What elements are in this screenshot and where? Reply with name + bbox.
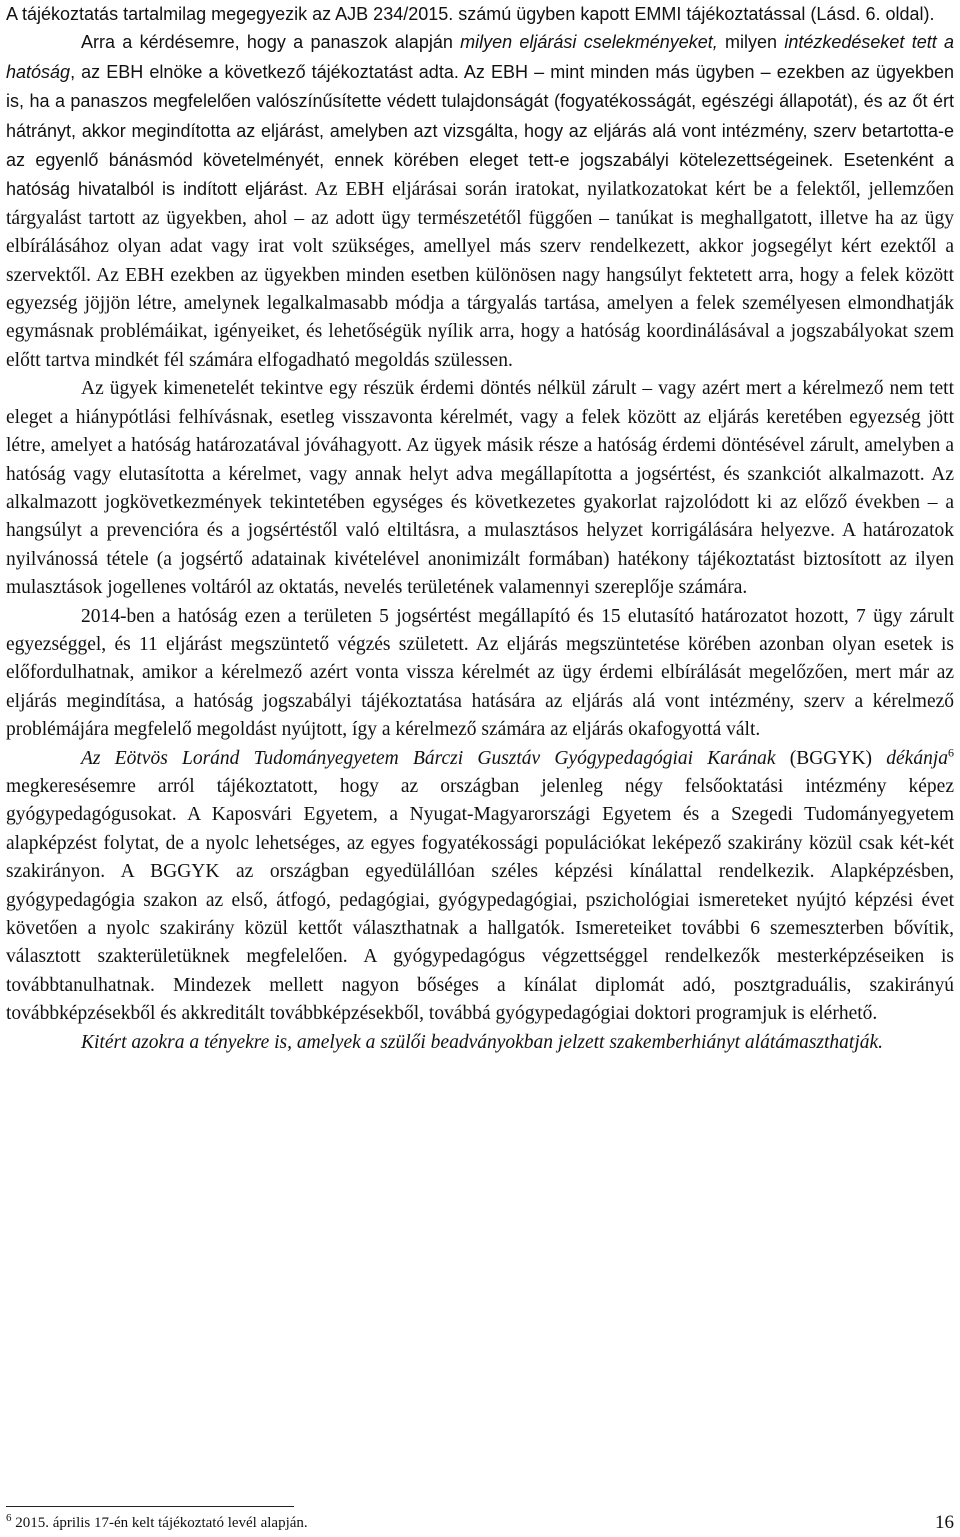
paragraph-bggyk xyxy=(6,745,954,1029)
dean-title: dékánja xyxy=(886,747,948,769)
intro-text: A tájékoztatás tartalmilag megegyezik az AJB 234/2015. számú ügyben kapott EMMI tájékoztatással (Lásd. 6. oldal). xyxy=(6,4,935,24)
bggyk-text: megkeresésemre arról tájékoztatott, hogy az országban jelenleg négy felsőoktatási intézmény képez gyógypedagógusokat. A Kaposvári Egyetem, a Nyugat-Magyarországi Egyetem és a Szegedi Tudományegyetem alapképzést folytat, de a nyolc lehetséges, az egyes fogyatékossági populációkat leképező szakirány közül csak két-két szakirányon. A BGGYK az országban egyedülállóan széles képzési kínálattal rendelkezik. Alapképzésben, gyógypedagógia szakon az első, átfogó, pedagógiai, gyógypedagógiai, pszichológiai ismereteket nyújtó képzési évet követően a nyolc szakirány közül kettőt választhatnak a hallgatók. Ismereteiket további 6 szemeszterben bővítik, választott szakterületüknek megfelelően. A gyógypedagógus végzettséggel rendelkezők mesterképzéseiken is továbbtanulhatnak. Mindezek mellett nagyon bőséges a kínálat diplomát adó, posztgraduális, szakirányú továbbképzésekből és akkreditált továbbképzésekből, továbbá gyógypedagógiai doktori programjuk is elérhető. xyxy=(6,775,954,1025)
footnote-number: 6 xyxy=(6,1512,12,1524)
footnote-reference[interactable]: 6 xyxy=(948,745,954,760)
footnote-divider xyxy=(6,1506,294,1507)
shortage-text: Kitért azokra a tényekre is, amelyek a szülői beadványokban jelzett szakemberhiányt alátámaszthatják. xyxy=(81,1031,884,1053)
question-text-3: , az EBH elnöke a következő tájékoztatást adta. xyxy=(70,61,459,82)
ebh-process-text: Az EBH eljárásai során iratokat, nyilatkozatokat kért be a felektől, jellemzően tárgyalást tartott az ügyekben, ahol – az adott ügy természetétől függően – tanúkat is meghallgatott, illetve ha az ügy elbírálásához olyan adat vagy irat volt szükséges, amellyel más szerv rendelkezett, akkor jogsegélyt kért ezektől a szervektől. Az EBH ezekben az ügyekben minden esetben különösen nagy hangsúlyt fektetett arra, hogy a felek között egyezség jöjjön létre, amelynek legalkalmasabb módja a tárgyalás tartása, amelyen a felek személyesen elmondhatják egymásnak problémáikat, igényeiket, és lehetőségük nyílik arra, hogy a hatóság koordinálásával a jogszabályokat szem előtt tartva mindkét fél számára elfogadható megoldás szülessen. xyxy=(6,179,954,371)
question-emphasis-1: milyen eljárási cselekményeket, xyxy=(460,32,718,53)
document-page xyxy=(6,0,954,1057)
bggyk-institution-name: Az Eötvös Loránd Tudományegyetem Bárczi Gusztáv Gyógypedagógiai Karának xyxy=(81,747,776,769)
ebh-procedure-text: Az EBH – mint minden más ügyben – ezekben az ügyekben is, ha a panaszos megfelelően valószínűsítette védett tulajdonságát (fogyatékosságát, egészégi állapotát), és az őt ért hátrányt, akkor megindította az eljárást, amelyben azt vizsgálta, hogy az eljárás alá vont intézmény, szerv betartotta-e az egyenlő bánásmód követelményét, ennek körében eleget tett-e jogszabályi kötelezettségeinek. Esetenként a hatóság hivatalból is indított eljárást. xyxy=(6,61,954,200)
question-text-2: milyen xyxy=(717,32,785,53)
stats-text: 2014-ben a hatóság ezen a területen 5 jogsértést megállapító és 15 elutasító határozatot hozott, 7 ügy zárult egyezséggel, és 11 eljárást megszüntető végzés született. Az eljárás megszüntetése körében azonban olyan esetek is előfordulhatnak, amikor a kérelmező azért vonta vissza kérelmét az ügy érdemi elbírálását megelőzően, mert már az eljárás megindítása, a hatóság jogszabályi tájékoztatása hatására az eljárás alá vont intézmény, szerv a kérelmező problémájára megfelelő megoldást nyújtott, így a kérelmező számára az eljárás okafogyottá vált. xyxy=(6,605,954,741)
paragraph-ebh-response xyxy=(6,28,954,375)
paragraph-2014-stats xyxy=(6,603,954,745)
bggyk-abbrev: (BGGYK) xyxy=(775,747,887,769)
footnote-text: 2015. április 17-én kelt tájékoztató levél alapján. xyxy=(11,1515,308,1531)
footnote xyxy=(6,1513,308,1533)
question-emphasis-2: intézkedéseket tett a hatóság xyxy=(6,32,954,82)
page-number: 16 xyxy=(935,1512,954,1533)
paragraph-outcomes xyxy=(6,375,954,602)
paragraph-shortage xyxy=(6,1029,954,1057)
outcomes-text: Az ügyek kimenetelét tekintve egy részük érdemi döntés nélkül zárult – vagy azért mert a kérelmező nem tett eleget a hiánypótlási felhívásnak, esetleg visszavonta kérelmét, vagy a felek között az eljárás keretében egyezség jött létre, amelyet a hatóság határozatával jóváhagyott. Az ügyek másik része a hatóság érdemi döntésével zárult, amelyben a hatóság vagy elutasította a kérelmet, vagy annak helyt adva megállapította a jogsértést, és szankciót alkalmazott. Az alkalmazott jogkövetkezmények tekintetében egységes és következetes gyakorlat rajzolódott ki az előző években – a hangsúlyt a prevencióra és a jogsértéstől való eltiltásra, a mulasztásos helyzet korrigálására helyezve. A határozatok nyilvánossá tétele (a jogsértő adatainak kivételével anonimizált formában) hatékony tájékoztatást biztosított az ilyen mulasztások jogellenes voltáról az oktatás, nevelés területének valamennyi szereplője számára. xyxy=(6,378,954,599)
paragraph-intro xyxy=(6,0,954,28)
question-text: Arra a kérdésemre, hogy a panaszok alapján xyxy=(81,32,461,53)
